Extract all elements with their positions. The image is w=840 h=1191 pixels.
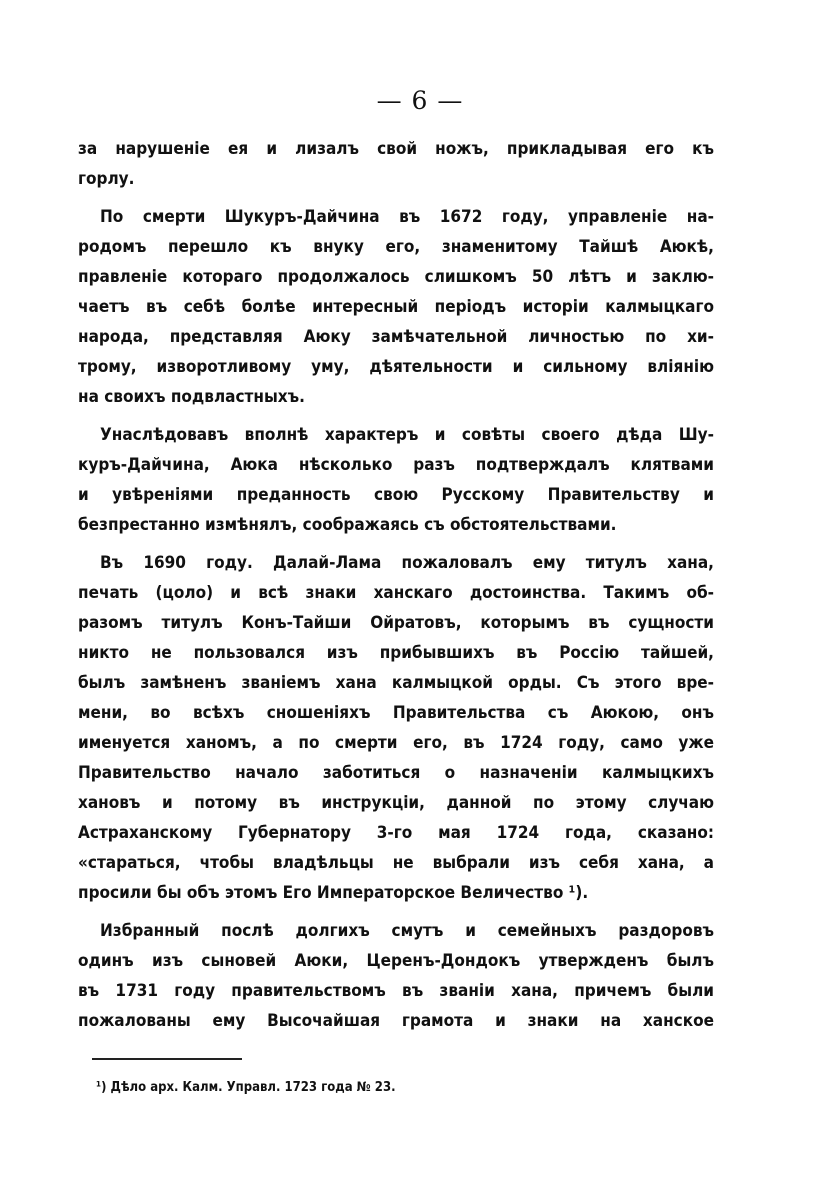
text-line: чаетъ въ себѣ болѣе интересный періодъ исторіи калмыцкаго — [78, 297, 714, 317]
text-line: мени, во всѣхъ сношеніяхъ Правительства съ Аюкою, онъ — [78, 703, 714, 723]
text-line: за нарушеніе ея и лизалъ свой ножъ, прикладывая его къ — [78, 139, 714, 159]
text-line: просили бы объ этомъ Его Императорское Величество ¹). — [78, 883, 589, 903]
text-line: Правительство начало заботиться о назначеніи калмыцкихъ — [78, 763, 714, 783]
body-text — [78, 134, 714, 1044]
text-line: народа, представляя Аюку замѣчательной личностью по хи- — [78, 327, 714, 347]
text-line: По смерти Шукуръ-Дайчина въ 1672 году, управленіе на- — [100, 207, 714, 227]
page-number: — 6 — — [376, 86, 464, 115]
text-line: и увѣреніями преданность свою Русскому Правительству и — [78, 485, 714, 505]
text-line: одинъ изъ сыновей Аюки, Церенъ-Дондокъ утвержденъ былъ — [78, 951, 714, 971]
text-line: пожалованы ему Высочайшая грамота и знаки на ханское — [78, 1011, 714, 1031]
text-line: на своихъ подвластныхъ. — [78, 387, 305, 407]
text-line: Унаслѣдовавъ вполнѣ характеръ и совѣты своего дѣда Шу- — [100, 425, 714, 445]
text-line: куръ-Дайчина, Аюка нѣсколько разъ подтверждалъ клятвами — [78, 455, 714, 475]
text-line: никто не пользовался изъ прибывшихъ въ Россію тайшей, — [78, 643, 714, 663]
text-line: безпрестанно измѣнялъ, соображаясь съ обстоятельствами. — [78, 515, 617, 535]
text-line: хановъ и потому въ инструкціи, данной по этому случаю — [78, 793, 714, 813]
text-line: именуется ханомъ, а по смерти его, въ 1724 году, само уже — [78, 733, 714, 753]
footnote: ¹) Дѣло арх. Калм. Управл. 1723 года № 23. — [96, 1080, 396, 1095]
text-line: Избранный послѣ долгихъ смутъ и семейныхъ раздоровъ — [100, 921, 714, 941]
paragraph — [78, 420, 714, 540]
text-line: разомъ титулъ Конъ-Тайши Ойратовъ, которымъ въ сущности — [78, 613, 714, 633]
text-line: «стараться, чтобы владѣльцы не выбрали изъ себя хана, а — [78, 853, 714, 873]
text-line: Астраханскому Губернатору 3-го мая 1724 года, сказано: — [78, 823, 714, 843]
paragraph — [78, 202, 714, 412]
text-line: трому, изворотливому уму, дѣятельности и сильному вліянію — [78, 357, 714, 377]
paragraph — [78, 916, 714, 1036]
text-line: родомъ перешло къ внуку его, знаменитому Тайшѣ Аюкѣ, — [78, 237, 714, 257]
footnote-divider — [92, 1058, 242, 1060]
text-line: Въ 1690 году. Далай-Лама пожаловалъ ему титулъ хана, — [100, 553, 714, 573]
text-line: правленіе котораго продолжалось слишкомъ 50 лѣтъ и заклю- — [78, 267, 714, 287]
text-line: былъ замѣненъ званіемъ хана калмыцкой орды. Съ этого вре- — [78, 673, 714, 693]
text-line: горлу. — [78, 169, 135, 189]
text-line: печать (цоло) и всѣ знаки ханскаго достоинства. Такимъ об- — [78, 583, 714, 603]
paragraph — [78, 548, 714, 908]
text-line: въ 1731 году правительствомъ въ званіи хана, причемъ были — [78, 981, 714, 1001]
paragraph — [78, 134, 714, 194]
